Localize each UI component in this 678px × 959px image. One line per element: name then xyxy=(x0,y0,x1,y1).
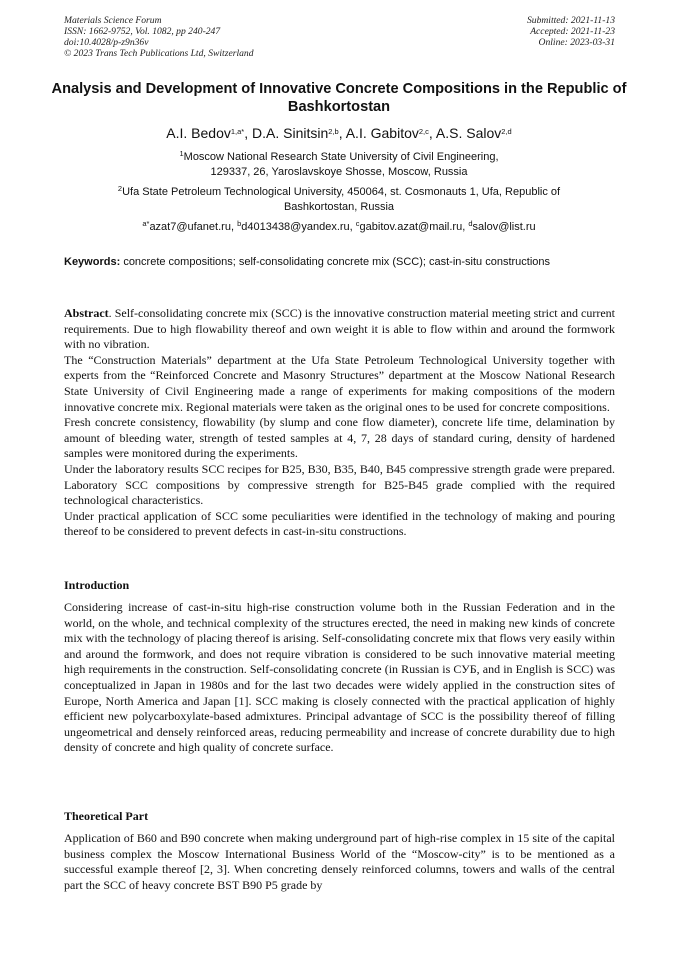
email[interactable]: $^c$gabitov.azat@mail.ru xyxy=(355,219,463,233)
theoretical-paragraph: Application of B60 and B90 concrete when making underground part of high-rise complex in 15 site of the capital business complex the Moscow International Business World of the “Moscow-city” is to be mentioned as a successful example thereof [2, 3]. When concreting densely reinforced columns, towers and walls of the central part the SCC of heavy concrete BST B90 P5 grade by xyxy=(64,831,615,892)
submission-dates xyxy=(527,15,615,48)
abstract-label: Abstract xyxy=(64,306,109,320)
introduction-section xyxy=(64,600,615,756)
abstract-paragraph: Under practical application of SCC some peculiarities were identified in the technology of making and pouring thereof to be considered to prevent defects in cast-in-situ constructions. xyxy=(64,508,615,539)
email[interactable]: $^d$salov@list.ru xyxy=(468,219,536,233)
abstract-paragraph: The “Construction Materials” department at the Ufa State Petroleum Technological University together with experts from the “Reinforced Concrete and Masonry Structures” department at the Moscow National Research State University of Civil Engineering made a range of experiments for making compositions of the modern innovative concrete mix. Regional materials were taken as the original ones to be used for concrete compositions. xyxy=(64,352,615,414)
theoretical-heading: Theoretical Part xyxy=(64,809,149,823)
keywords-label: Keywords: xyxy=(64,256,121,268)
introduction-heading: Introduction xyxy=(64,578,130,592)
doi-line: doi:10.4028/p-z9n36v xyxy=(64,37,149,48)
author: D.A. Sinitsin$^{2,b}$, xyxy=(252,125,346,141)
keywords-text: concrete compositions; self-consolidating concrete mix (SCC); cast-in-situ constructions xyxy=(123,256,551,268)
email[interactable]: $^b$d4013438@yandex.ru xyxy=(237,219,350,233)
accepted-date: Accepted: 2021-11-23 xyxy=(530,26,615,37)
copyright-line: © 2023 Trans Tech Publications Ltd, Switzerland xyxy=(64,48,254,59)
email-list: $^{a*}$azat7@ufanet.ru, $^b$d4013438@yandex.ru, $^c$gabitov.azat@mail.ru, $^d$salov@list.ru xyxy=(142,219,536,233)
keywords xyxy=(64,255,615,270)
affiliation-1: $^1$Moscow National Research State University of Civil Engineering, 129337, 26, Yaroslavskoye Shosse, Moscow, Russia xyxy=(179,149,499,178)
submitted-date: Submitted: 2021-11-13 xyxy=(526,15,615,26)
abstract-paragraph: Abstract. Self-consolidating concrete mix (SCC) is the innovative construction material meeting strict and current requirements. Due to high flowability thereof and own weight it is able to flow within and around the formwork with no vibration. xyxy=(64,306,615,352)
affiliation-2: $^2$Ufa State Petroleum Technological University, 450064, st. Cosmonauts 1, Ufa, Republic of Bashkortostan, Russia xyxy=(117,184,561,213)
issn-line: ISSN: 1662-9752, Vol. 1082, pp 240-247 xyxy=(64,26,221,37)
abstract xyxy=(64,306,615,540)
abstract-paragraph: Under the laboratory results SCC recipes for B25, B30, B35, B40, B45 compressive strength grade were prepared. Laboratory SCC compositions by compressive strength for B25-B45 grade complied with the required technological characteristics. xyxy=(64,461,615,508)
journal-info xyxy=(64,15,254,59)
journal-name: Materials Science Forum xyxy=(64,15,162,26)
paper-title: Analysis and Development of Innovative Concrete Compositions in the Republic of Bashkortostan xyxy=(51,81,627,115)
abstract-paragraph: Fresh concrete consistency, flowability (by slump and cone flow diameter), concrete life time, delamination by amount of bleeding water, strength of tested samples at 4, 7, 28 days of standard curing, density of hardened samples were monitored during the experiments. xyxy=(64,415,615,461)
theoretical-section xyxy=(64,831,615,893)
author: A.I. Bedov$^{1,a*}$, xyxy=(166,125,253,141)
email[interactable]: $^{a*}$azat7@ufanet.ru xyxy=(142,219,231,233)
introduction-paragraph: Considering increase of cast-in-situ high-rise construction volume both in the Russian Federation and in the world, on the whole, and technical complexity of the structures erected, the need in making new kinds of concrete mix with the technology of placing thereof is arising. Self-consolidating concrete mix that flows very easily within and around the formwork, and does not require vibration is considered to be such innovative material meeting high requirements in the construction. Self-consolidating concrete (in Russian is СУБ, and in English is SCC) was conceptualized in Japan in 1980s and for the last two decades were widely applied in the construction sites of Europe, North America and Japan [1]. SCC making is closely connected with the practical application of highly efficient new polycarboxylate-based admixtures. Principal advantage of SCC is the possibility thereof of filling ungeometrical and densely reinforced areas, reducing permeability and increase of concrete durability due to high density of concrete and high quality of concrete surface. xyxy=(64,600,615,755)
author: A.S. Salov$^{2,d}$ xyxy=(435,125,512,141)
online-date: Online: 2023-03-31 xyxy=(538,37,615,48)
author: A.I. Gabitov$^{2,c}$, xyxy=(345,125,436,141)
author-list xyxy=(40,123,638,143)
